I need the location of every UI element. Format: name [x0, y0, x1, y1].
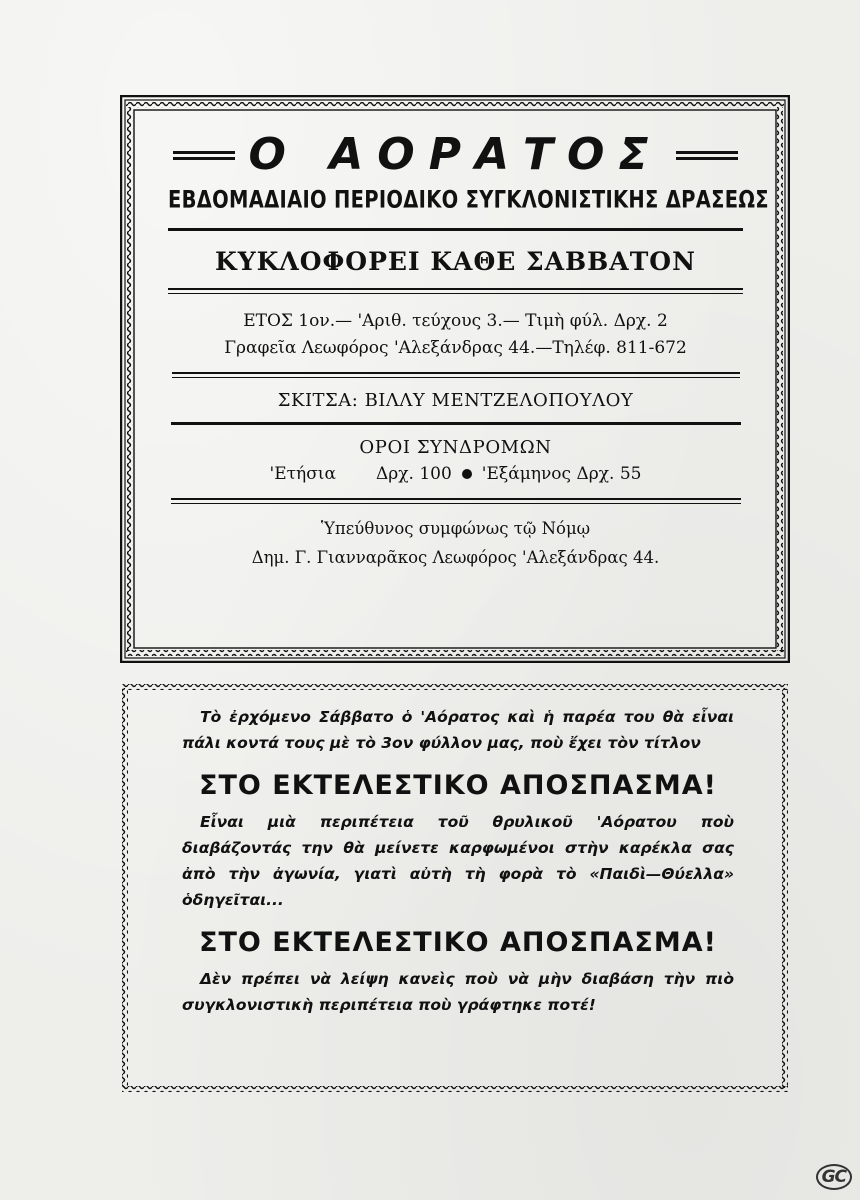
responsible-line: Ὑπεύθυνος συμφώνως τῷ Νόμῳ: [320, 519, 591, 538]
body-paragraph: Εἶναι μιὰ περιπέτεια τοῦ θρυλικοῦ 'Αόρατου ποὺ διαβάζοντάς την θὰ μείνετε καρφωμένοι στὴν καρέκλα σας ἀπὸ τὴν ἀγωνία, γιατὶ αὐτὴ τὴ φορὰ τὸ «Παιδὶ—Θύελλα» ὁδηγεῖται...: [182, 813, 734, 909]
responsible-name: Δημ. Γ. Γιανναρᾶκος Λεωφόρος 'Αλεξάνδρας 44.: [251, 548, 660, 567]
bullet-icon: [462, 469, 472, 479]
headline: ΣΤΟ ΕΚΤΕΛΕΣΤΙΚΟ ΑΠΟΣΠΑΣΜΑ!: [199, 770, 717, 801]
gc-logo: GC: [816, 1164, 852, 1190]
divider: [172, 372, 740, 378]
divider: [168, 228, 743, 231]
annual-price: Δρχ. 100: [375, 464, 452, 484]
issue-info: ΕΤΟΣ 1ον.— 'Αριθ. τεύχους 3.— Τιμὴ φύλ. Δρχ. 2: [243, 311, 668, 331]
announcement-box: [120, 682, 790, 1096]
headline-repeat: ΣΤΟ ΕΚΤΕΛΕΣΤΙΚΟ ΑΠΟΣΠΑΣΜΑ!: [199, 927, 717, 958]
masthead-box: [120, 95, 790, 663]
magazine-title: Ο ΑΟΡΑΤΟΣ: [248, 129, 663, 180]
annual-label: 'Ετήσια: [269, 464, 336, 484]
magazine-subtitle: ΕΒΔΟΜΑΔΙΑΙΟ ΠΕΡΙΟΔΙΚΟ ΣΥΓΚΛΟΝΙΣΤΙΚΗΣ ΔΡΑΣΕΩΣ: [168, 185, 769, 214]
subscription-prices: [168, 464, 743, 484]
circulation-text: ΚΥΚΛΟΦΟΡΕΙ ΚΑΘΕ ΣΑΒΒΑΤΟΝ: [215, 247, 696, 276]
divider: [171, 422, 741, 425]
divider: [171, 498, 741, 504]
title-rule-right: [676, 150, 738, 160]
office-info: Γραφεῖα Λεωφόρος 'Αλεξάνδρας 44.—Τηλέφ. 811-672: [224, 338, 687, 358]
subscription-heading: ΟΡΟΙ ΣΥΝΔΡΟΜΩΝ: [359, 437, 552, 458]
semiannual-price: 'Εξάμηνος Δρχ. 55: [481, 464, 642, 484]
sketch-credit: ΣΚΙΤΣΑ: ΒΙΛΛΥ ΜΕΝΤΖΕΛΟΠΟΥΛΟΥ: [277, 390, 634, 411]
title-rule-left: [173, 150, 235, 160]
closing-paragraph: Δὲν πρέπει νὰ λείψη κανεὶς ποὺ νὰ μὴν διαβάση τὴν πιὸ συγκλονιστικὴ περιπέτεια ποὺ γράφτηκε ποτέ!: [182, 970, 734, 1014]
intro-paragraph: Τὸ ἐρχόμενο Σάββατο ὁ 'Αόρατος καὶ ἡ παρέα του θὰ εἶναι πάλι κοντά τους μὲ τὸ 3ον φύλλον μας, ποὺ ἔχει τὸν τίτλον: [182, 708, 734, 752]
